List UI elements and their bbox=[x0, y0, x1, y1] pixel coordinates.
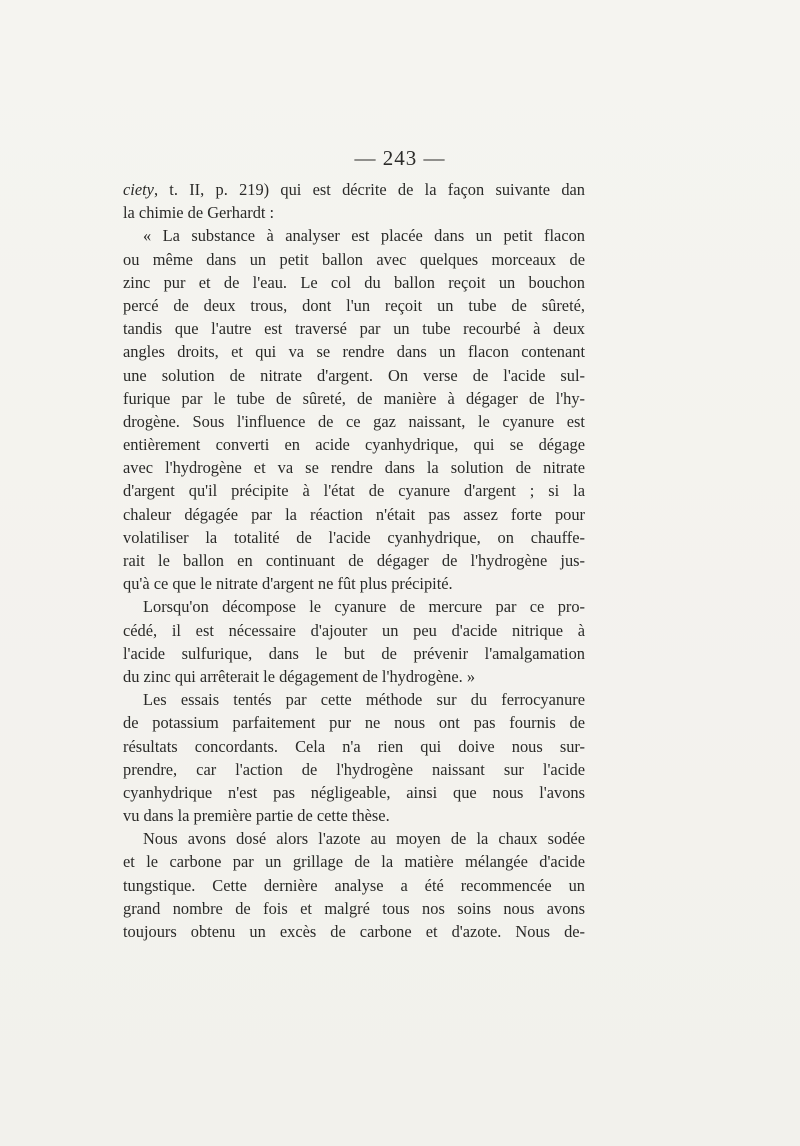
text-line: angles droits, et qui va se rendre dans un flacon contenant bbox=[123, 342, 585, 362]
text-line: percé de deux trous, dont l'un reçoit un tube de sûreté, bbox=[123, 295, 585, 315]
text-line: rait le ballon en continuant de dégager de l'hydrogène jus- bbox=[123, 551, 585, 570]
text-line: tandis que l'autre est traversé par un tube recourbé à deux bbox=[123, 319, 585, 339]
text-line: entièrement converti en acide cyanhydrique, qui se dégage bbox=[123, 435, 585, 455]
text-line: l'acide sulfurique, dans le but de prévenir l'amalgamation bbox=[123, 643, 585, 663]
text-line: Les essais tentés par cette méthode sur du ferrocyanure bbox=[143, 690, 585, 710]
page-number: — 243 — bbox=[354, 146, 446, 170]
text-line: du zinc qui arrêterait le dégagement de l'hydrogène. » bbox=[123, 666, 476, 686]
text-line: grand nombre de fois et malgré tous nos soins nous avons bbox=[123, 898, 585, 918]
text-line: Nous avons dosé alors l'azote au moyen de la chaux sodée bbox=[143, 829, 585, 849]
text-line: ou même dans un petit ballon avec quelques morceaux de bbox=[123, 249, 585, 269]
text-line: ciety, t. II, p. 219) qui est décrite de la façon suivante dan bbox=[123, 180, 585, 199]
text-line: drogène. Sous l'influence de ce gaz naissant, le cyanure est bbox=[123, 411, 585, 431]
text-line: toujours obtenu un excès de carbone et d'azote. Nous de- bbox=[123, 922, 585, 941]
body-text bbox=[123, 178, 585, 943]
text-line: avec l'hydrogène et va se rendre dans la solution de nitrate bbox=[123, 458, 585, 478]
text-line: qu'à ce que le nitrate d'argent ne fût plus précipité. bbox=[123, 574, 453, 594]
text-line: « La substance à analyser est placée dans un petit flacon bbox=[143, 226, 585, 246]
text-line: de potassium parfaitement pur ne nous ont pas fournis de bbox=[123, 713, 585, 733]
text-line: furique par le tube de sûreté, de manière à dégager de l'hy- bbox=[123, 388, 585, 408]
text-line: la chimie de Gerhardt : bbox=[123, 203, 275, 223]
text-line: cyanhydrique n'est pas négligeable, ainsi que nous l'avons bbox=[123, 782, 585, 802]
text-line: cédé, il est nécessaire d'ajouter un peu d'acide nitrique à bbox=[123, 620, 585, 640]
text-line: Lorsqu'on décompose le cyanure de mercure par ce pro- bbox=[143, 597, 585, 617]
text-line: vu dans la première partie de cette thèse. bbox=[123, 806, 390, 826]
text-line: tungstique. Cette dernière analyse a été recommencée un bbox=[123, 875, 585, 895]
text-line: chaleur dégagée par la réaction n'était pas assez forte pour bbox=[123, 504, 585, 524]
text-line: zinc pur et de l'eau. Le col du ballon reçoit un bouchon bbox=[123, 272, 585, 292]
text-line: et le carbone par un grillage de la matière mélangée d'acide bbox=[123, 852, 585, 872]
text-line: volatiliser la totalité de l'acide cyanhydrique, on chauffe- bbox=[123, 527, 585, 547]
text-line: d'argent qu'il précipite à l'état de cyanure d'argent ; si la bbox=[123, 481, 585, 501]
text-line: une solution de nitrate d'argent. On verse de l'acide sul- bbox=[123, 365, 585, 385]
text-line: résultats concordants. Cela n'a rien qui doive nous sur- bbox=[123, 736, 585, 756]
text-line: prendre, car l'action de l'hydrogène naissant sur l'acide bbox=[123, 759, 585, 779]
